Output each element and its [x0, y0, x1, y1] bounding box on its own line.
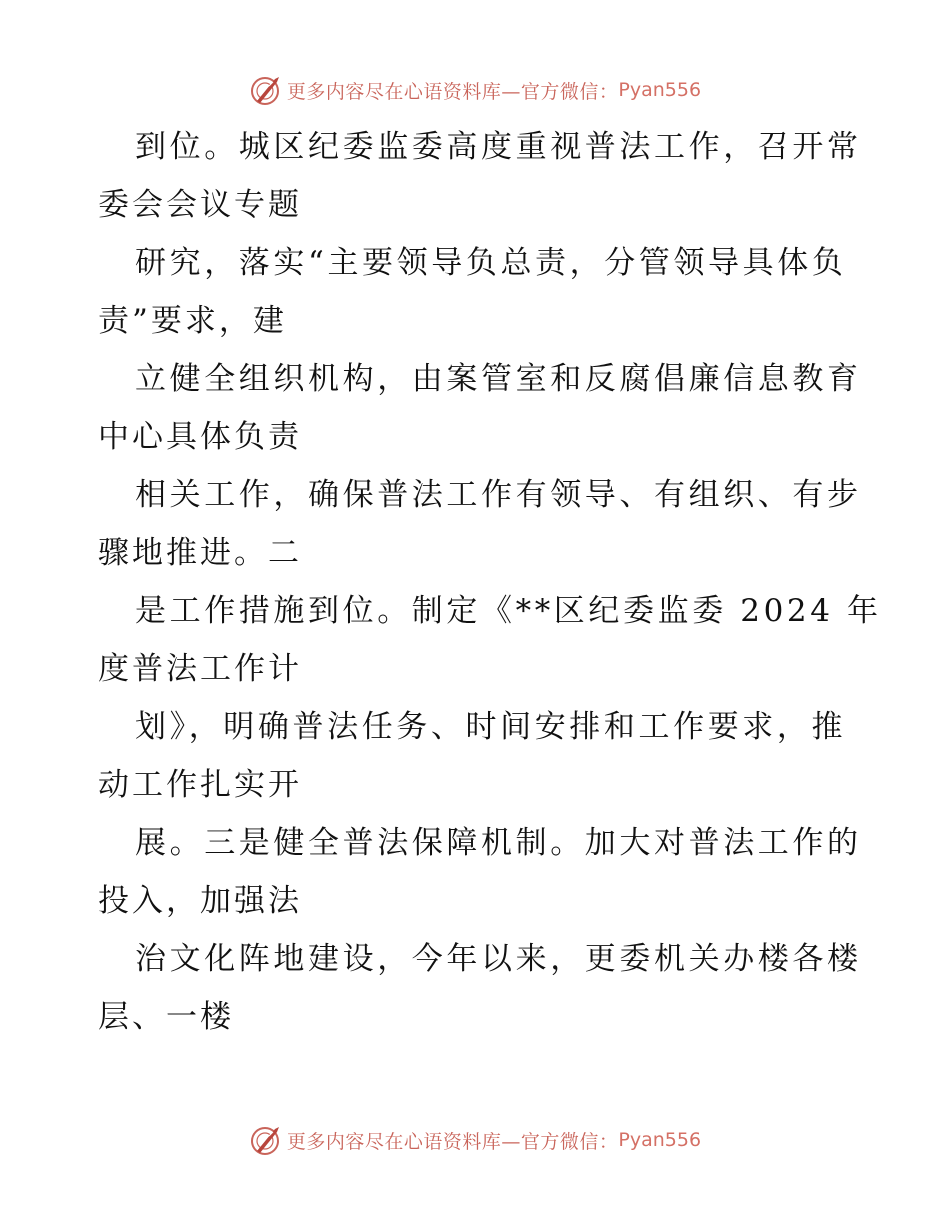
text-line: 骤地推进。二	[98, 535, 302, 571]
text-line: 立健全组织机构，由案管室和反腐倡廉信息教育	[135, 361, 862, 397]
text-line: 中心具体负责	[98, 419, 302, 455]
watermark-wechat-id: Pyan556	[618, 79, 702, 101]
watermark-text: 更多内容尽在心语资料库—官方微信：	[286, 1130, 619, 1153]
quill-logo-icon	[249, 1123, 283, 1157]
text-line: 责”要求，建	[98, 303, 287, 339]
text-line: 投入，加强法	[98, 883, 302, 919]
text-line: 治文化阵地建设，今年以来，更委机关办楼各楼	[135, 941, 862, 977]
document-body	[98, 118, 882, 1046]
watermark-text: 更多内容尽在心语资料库—官方微信：	[286, 80, 619, 103]
quill-logo-icon	[249, 73, 283, 107]
header-watermark	[0, 70, 950, 110]
footer-watermark	[0, 1120, 950, 1160]
watermark-wechat-id: Pyan556	[618, 1129, 702, 1151]
text-line: 研究，落实“主要领导负总责，分管领导具体负	[135, 245, 847, 281]
text-line: 展。三是健全普法保障机制。加大对普法工作的	[135, 825, 862, 861]
text-line: 相关工作，确保普法工作有领导、有组织、有步	[135, 477, 862, 513]
text-line: 是工作措施到位。制定《**区纪委监委 2024 年	[135, 593, 882, 629]
text-line: 到位。城区纪委监委高度重视普法工作，召开常	[135, 129, 862, 165]
text-line: 层、一楼	[98, 999, 234, 1035]
text-line: 委会会议专题	[98, 187, 302, 223]
text-line: 划》，明确普法任务、时间安排和工作要求，推	[135, 709, 847, 745]
text-line: 度普法工作计	[98, 651, 302, 687]
text-line: 动工作扎实开	[98, 767, 302, 803]
